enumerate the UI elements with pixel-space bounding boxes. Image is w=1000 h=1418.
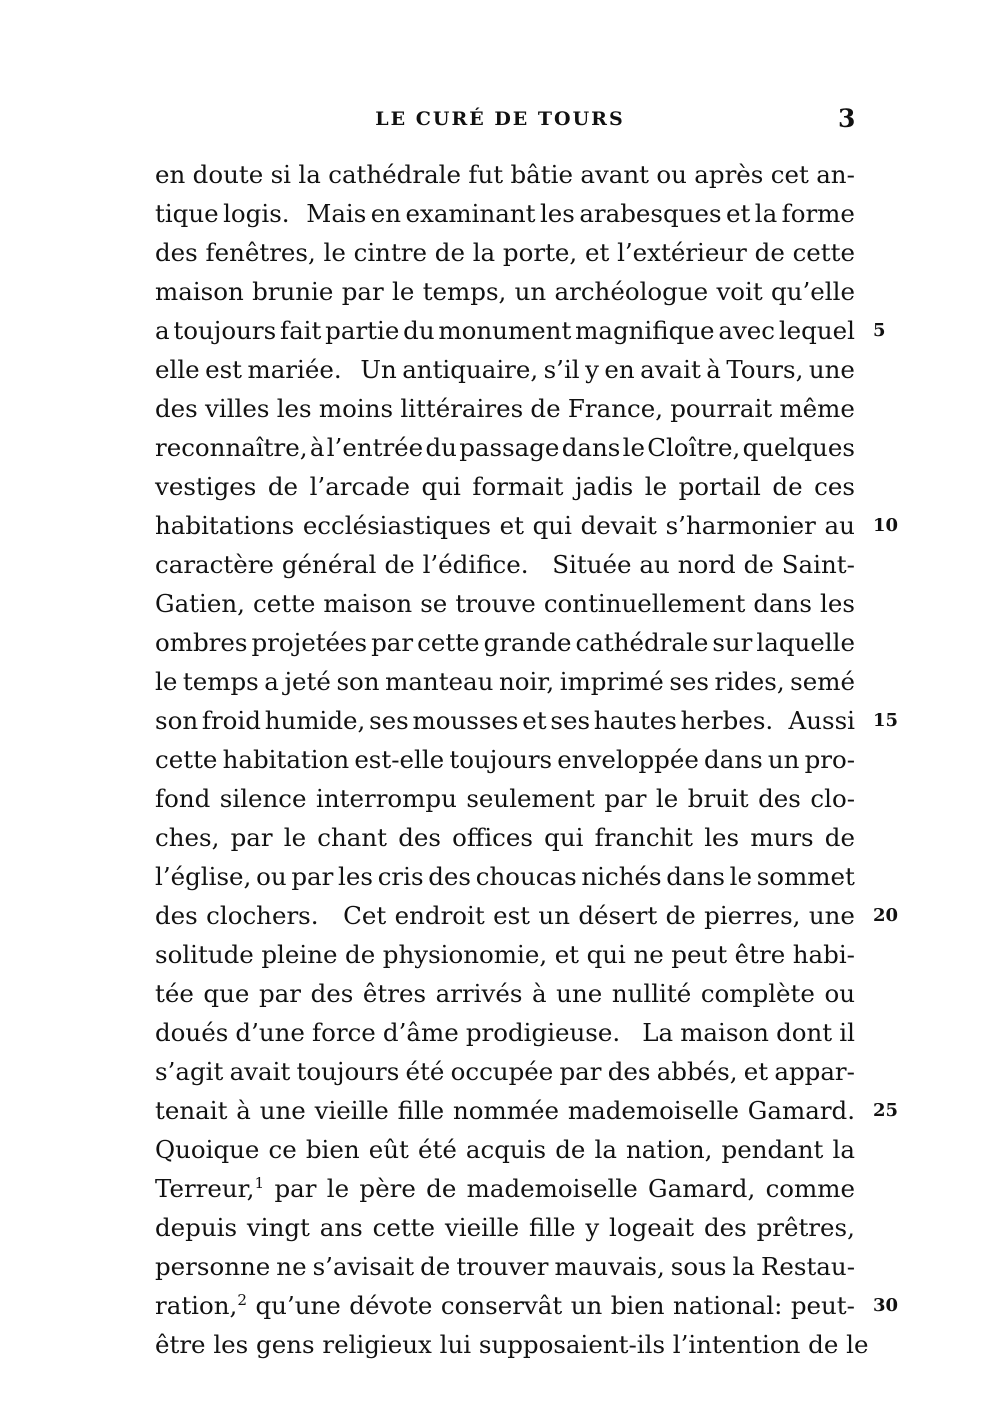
line-text: doués d’une force d’âme prodigieuse. La maison dont il (155, 1018, 855, 1047)
text-line (155, 818, 855, 857)
line-text: vestiges de l’arcade qui formait jadis le portail de ces (155, 472, 855, 501)
line-text: tenait à une vieille fille nommée mademoiselle Gamard. (155, 1096, 855, 1125)
line-number: 25 (873, 1100, 899, 1121)
text-line (155, 740, 855, 779)
footnote-marker: 2 (237, 1290, 247, 1309)
text-line (155, 428, 855, 467)
text-line (155, 701, 899, 740)
text-line (155, 584, 855, 623)
line-text: être les gens religieux lui supposaient-ils l’intention de le (155, 1330, 869, 1359)
line-text: fond silence interrompu seulement par le bruit des clo- (155, 784, 855, 813)
line-number: 20 (873, 905, 899, 926)
text-line (155, 389, 855, 428)
line-text: ration,$^2$ qu’une dévote conservât un bien national: peut- (155, 1290, 855, 1320)
text-line (155, 1130, 855, 1169)
line-text: a toujours fait partie du monument magnifique avec lequel (155, 316, 855, 345)
line-number: 5 (873, 320, 886, 341)
line-text: en doute si la cathédrale fut bâtie avant ou après cet an- (155, 160, 855, 189)
line-text: depuis vingt ans cette vieille fille y logeait des prêtres, (155, 1213, 855, 1242)
text-line (155, 545, 855, 584)
line-text: le temps a jeté son manteau noir, imprimé ses rides, semé (155, 667, 855, 696)
text-line (155, 467, 855, 506)
text-line (155, 1052, 855, 1091)
text-line (155, 1208, 855, 1247)
line-text: des villes les moins littéraires de France, pourrait même (155, 394, 855, 423)
line-number: 15 (873, 710, 899, 731)
text-line (155, 311, 886, 350)
line-text: caractère général de l’édifice. Située au nord de Saint- (155, 550, 855, 579)
text-line (155, 272, 855, 311)
line-text: habitations ecclésiastiques et qui devait s’harmonier au (155, 511, 855, 540)
line-text: tée que par des êtres arrivés à une nullité complète ou (155, 979, 855, 1008)
line-text: reconnaître, à l’entrée du passage dans le Cloître, quelques (155, 433, 855, 462)
text-line (155, 779, 855, 818)
text-line (155, 857, 855, 896)
line-text: des clochers. Cet endroit est un désert de pierres, une (155, 901, 855, 930)
line-text: son froid humide, ses mousses et ses hautes herbes. Aussi (155, 706, 855, 735)
body-text (155, 155, 899, 1364)
line-text: Terreur,$^1$ par le père de mademoiselle Gamard, comme (155, 1173, 855, 1203)
text-line (155, 935, 855, 974)
line-text: elle est mariée. Un antiquaire, s’il y en avait à Tours, une (155, 355, 855, 384)
text-line (155, 194, 855, 233)
text-line (155, 623, 855, 662)
text-line (155, 350, 855, 389)
line-text: solitude pleine de physionomie, et qui ne peut être habi- (155, 940, 855, 969)
line-text: des fenêtres, le cintre de la porte, et l’extérieur de cette (155, 238, 855, 267)
text-line (155, 155, 855, 194)
line-text: ombres projetées par cette grande cathédrale sur laquelle (155, 628, 855, 657)
footnote-marker: 1 (254, 1173, 265, 1192)
text-line (155, 1169, 855, 1208)
text-line (155, 506, 899, 545)
text-line (155, 974, 855, 1013)
text-line (155, 896, 899, 935)
line-text: ches, par le chant des offices qui franchit les murs de (155, 823, 855, 852)
text-line (155, 1325, 869, 1364)
text-line (155, 1091, 899, 1130)
text-line (155, 1247, 855, 1286)
line-text: maison brunie par le temps, un archéologue voit qu’elle (155, 277, 855, 306)
text-line (155, 662, 855, 701)
line-number: 30 (873, 1295, 899, 1316)
running-head: LE CURÉ DE TOURS (375, 108, 625, 130)
text-line (155, 1013, 855, 1052)
page-number: 3 (838, 104, 856, 133)
text-line (155, 1286, 899, 1325)
line-text: l’église, ou par les cris des choucas nichés dans le sommet (155, 862, 855, 891)
line-text: Gatien, cette maison se trouve continuellement dans les (155, 589, 855, 618)
line-text: s’agit avait toujours été occupée par des abbés, et appar- (155, 1057, 855, 1086)
line-text: tique logis. Mais en examinant les arabesques et la forme (155, 199, 855, 228)
line-text: Quoique ce bien eût été acquis de la nation, pendant la (155, 1135, 855, 1164)
line-text: personne ne s’avisait de trouver mauvais, sous la Restau- (155, 1252, 855, 1281)
text-line (155, 233, 855, 272)
line-number: 10 (873, 515, 899, 536)
line-text: cette habitation est-elle toujours enveloppée dans un pro- (155, 745, 855, 774)
